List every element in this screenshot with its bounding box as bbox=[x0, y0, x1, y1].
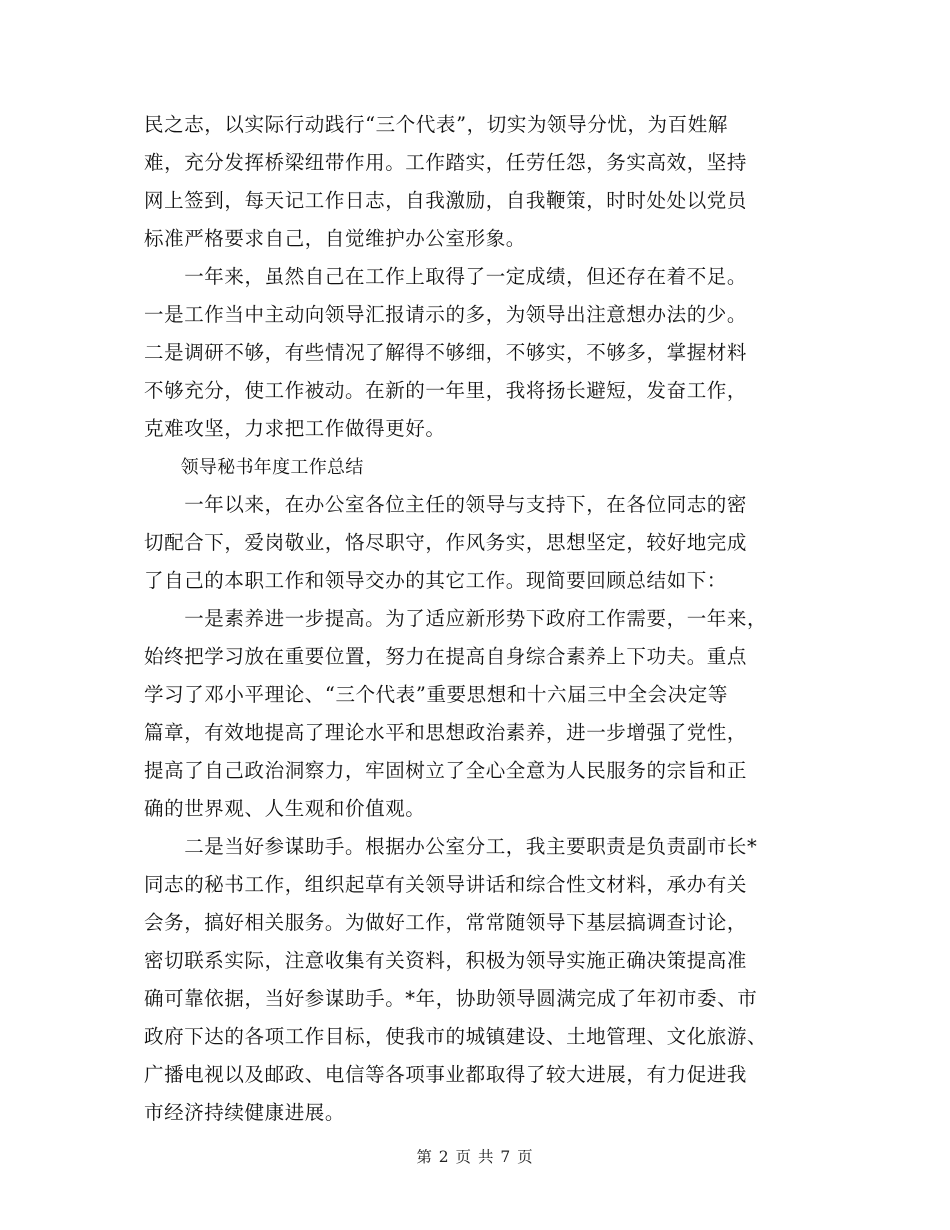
text-line: 二是调研不够，有些情况了解得不够细，不够实，不够多，掌握材料 bbox=[144, 341, 748, 364]
page-number-footer: 第 2 页 共 7 页 bbox=[416, 1148, 534, 1166]
text-line: 二是当好参谋助手。根据办公室分工，我主要职责是负责副市长* bbox=[144, 835, 758, 858]
text-line: 篇章，有效地提高了理论水平和思想政治素养，进一步增强了党性， bbox=[144, 721, 748, 744]
text-line: 学习了邓小平理论、“三个代表”重要思想和十六届三中全会决定等 bbox=[144, 683, 728, 706]
text-line: 广播电视以及邮政、电信等各项事业都取得了较大进展，有力促进我 bbox=[144, 1063, 748, 1086]
text-line: 一年以来，在办公室各位主任的领导与支持下，在各位同志的密 bbox=[144, 493, 748, 516]
text-line: 确的世界观、人生观和价值观。 bbox=[144, 797, 426, 820]
text-line: 同志的秘书工作，组织起草有关领导讲话和综合性文材料，承办有关 bbox=[144, 873, 748, 896]
text-line: 不够充分，使工作被动。在新的一年里，我将扬长避短，发奋工作， bbox=[144, 379, 748, 402]
text-line: 一是工作当中主动向领导汇报请示的多，为领导出注意想办法的少。 bbox=[144, 303, 748, 326]
section-heading: 领导秘书年度工作总结 bbox=[144, 457, 364, 478]
text-line: 标准严格要求自己，自觉维护办公室形象。 bbox=[144, 227, 526, 250]
text-line: 了自己的本职工作和领导交办的其它工作。现简要回顾总结如下： bbox=[144, 569, 727, 592]
text-line: 切配合下，爱岗敬业，恪尽职守，作风务实，思想坚定，较好地完成 bbox=[144, 531, 748, 554]
text-line: 网上签到，每天记工作日志，自我激励，自我鞭策，时时处处以党员 bbox=[144, 189, 748, 212]
text-line: 政府下达的各项工作目标，使我市的城镇建设、土地管理、文化旅游、 bbox=[144, 1025, 768, 1048]
text-line: 会务，搞好相关服务。为做好工作，常常随领导下基层搞调查讨论， bbox=[144, 911, 748, 934]
text-line: 一是素养进一步提高。为了适应新形势下政府工作需要，一年来， bbox=[144, 607, 768, 630]
text-line: 市经济持续健康进展。 bbox=[144, 1101, 346, 1124]
text-line: 密切联系实际，注意收集有关资料，积极为领导实施正确决策提高准 bbox=[144, 949, 748, 972]
text-line: 确可靠依据，当好参谋助手。*年，协助领导圆满完成了年初市委、市 bbox=[144, 987, 758, 1010]
text-line: 一年来，虽然自己在工作上取得了一定成绩，但还存在着不足。 bbox=[144, 265, 748, 288]
text-line: 提高了自己政治洞察力，牢固树立了全心全意为人民服务的宗旨和正 bbox=[144, 759, 748, 782]
text-line: 克难攻坚，力求把工作做得更好。 bbox=[144, 417, 446, 440]
text-line: 难，充分发挥桥梁纽带作用。工作踏实，任劳任怨，务实高效，坚持 bbox=[144, 151, 748, 174]
text-line: 民之志，以实际行动践行“三个代表”，切实为领导分忧，为百姓解 bbox=[144, 113, 728, 136]
text-line: 始终把学习放在重要位置，努力在提高自身综合素养上下功夫。重点 bbox=[144, 645, 748, 668]
